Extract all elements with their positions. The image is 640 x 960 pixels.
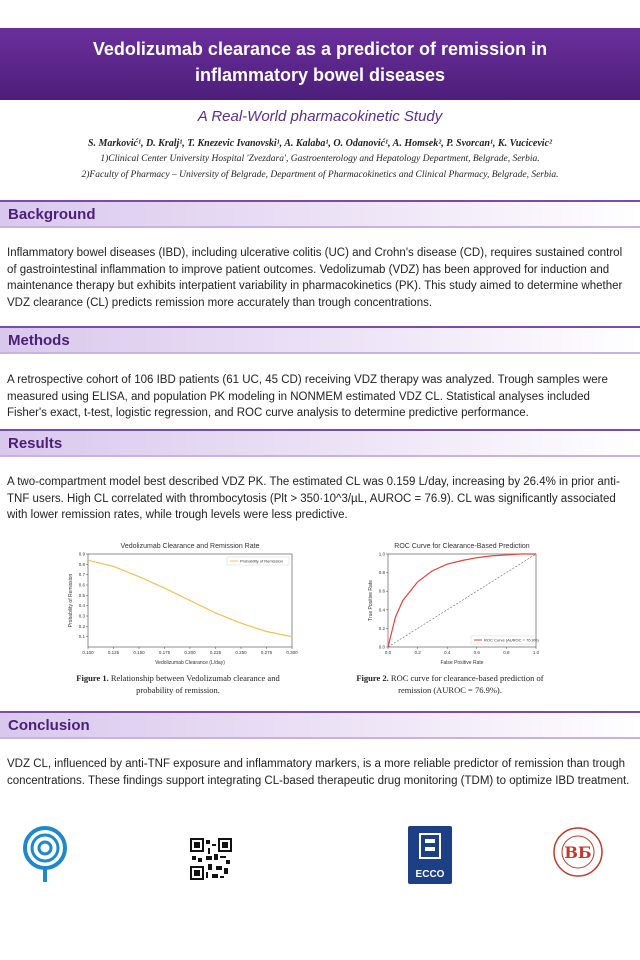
figure-2-text: ROC curve for clearance-based prediction of remission (AUROC = 76.9%). — [390, 673, 544, 695]
x-tick-label: 0.125 — [107, 650, 120, 655]
figure-1-caption — [58, 672, 298, 696]
x-tick-label: 0.225 — [209, 650, 222, 655]
affiliation-1: 1)Clinical Center University Hospital 'Zvezdara', Gastroenterology and Hepatology Department, Belgrade, Serbia. — [100, 154, 540, 164]
authors: S. Marković¹, D. Kralj¹, T. Knezevic Ivanovski¹, A. Kalaba¹, O. Odanović¹, A. Homsek², P. Svorcan¹, K. Vucicevic² — [87, 138, 553, 149]
chart-title: ROC Curve for Clearance-Based Prediction — [394, 543, 530, 550]
reference-diagonal — [388, 554, 536, 647]
y-tick-label: 0.8 — [78, 561, 85, 567]
figure-1-label: Figure 1. — [76, 673, 109, 683]
background-heading: Background — [8, 205, 96, 223]
chart-title: Vedolizumab Clearance and Remission Rate — [120, 543, 260, 550]
conclusion-heading: Conclusion — [8, 716, 90, 734]
results-text: A two-compartment model best described VDZ PK. The estimated CL was 0.159 L/day, increasing by 26.4% in prior anti-TNF users. High CL correlated with thrombocytosis (Plt > 350·10^3/µL, AUROC = 76.9). CL was significantly associated with lower remission rates, while trough levels were less predictive. — [7, 476, 620, 521]
conclusion-header — [0, 711, 640, 739]
y-tick-label: 0.0 — [378, 644, 385, 650]
series-line-0 — [88, 560, 292, 636]
roc-chart — [362, 540, 542, 665]
seal-logo — [552, 826, 604, 883]
figure-2-label: Figure 2. — [356, 673, 389, 683]
x-tick-label: 0.150 — [133, 650, 145, 655]
ecco-logo — [408, 826, 452, 884]
legend-label: ROC Curve (AUROC = 76.9%) — [484, 637, 539, 643]
y-tick-label: 0.9 — [78, 551, 85, 557]
x-tick-label: 0.275 — [260, 650, 273, 655]
y-tick-label: 0.4 — [378, 607, 385, 613]
conclusion-text: VDZ CL, influenced by anti-TNF exposure and inflammatory markers, is a more reliable predictor of remission than trough concentrations. These findings support integrating CL-based therapeutic drug monitoring (TDM) to optimize IBD treatment. — [7, 758, 630, 787]
figure-1 — [58, 540, 298, 665]
y-tick-label: 0.8 — [378, 570, 385, 576]
x-tick-label: 0.200 — [184, 650, 196, 655]
figure-1-text: Relationship between Vedolizumab clearance and probability of remission. — [110, 673, 280, 695]
methods-text: A retrospective cohort of 106 IBD patients (61 UC, 45 CD) receiving VDZ therapy was analyzed. Trough samples were measured using ELISA, and population PK modeling in NONMEM estimated VDZ CL. Statistical analyses included Fisher's exact, t-test, logistic regression, and ROC curve analysis to determine predictive performance. — [7, 374, 608, 419]
methods-header — [0, 326, 640, 354]
y-tick-label: 0.6 — [78, 582, 85, 588]
svg-text:ВБ: ВБ — [564, 843, 592, 862]
x-tick-label: 0.6 — [473, 650, 480, 655]
poster-title — [0, 36, 640, 88]
results-heading: Results — [8, 434, 63, 452]
figure-2-caption — [340, 672, 560, 696]
background-text: Inflammatory bowel diseases (IBD), including ulcerative colitis (UC) and Crohn's disease (CD), requires sustained control of gastrointestinal inflammation to improve patient outcomes. Vedolizumab (VDZ) has been approved for induction and maintenance therapy but exhibits interpatient variability in pharmacokinetics (PK). This study aimed to determine whether VDZ clearance (CL) predicts remission more accurately than trough concentrations. — [7, 247, 623, 309]
clearance-remission-chart — [58, 540, 298, 665]
x-tick-label: 0.250 — [235, 650, 247, 655]
x-tick-label: 0.100 — [82, 650, 94, 655]
x-tick-label: 1.0 — [532, 650, 540, 655]
y-tick-label: 1.0 — [378, 551, 385, 557]
figure-2 — [362, 540, 542, 665]
y-tick-label: 0.7 — [78, 572, 85, 578]
x-tick-label: 0.175 — [158, 650, 171, 655]
y-tick-label: 0.3 — [78, 613, 85, 619]
results-header — [0, 429, 640, 457]
y-tick-label: 0.6 — [378, 588, 385, 594]
y-tick-label: 0.4 — [78, 603, 85, 609]
ecco-text: ECCO — [415, 869, 445, 880]
y-axis-label: True Positive Rate — [368, 580, 374, 621]
qr-code — [190, 838, 232, 885]
y-axis-label: Probability of Remission — [68, 573, 74, 628]
title-line-1: Vedolizumab clearance as a predictor of remission in — [92, 39, 548, 59]
x-tick-label: 0.4 — [444, 650, 451, 655]
y-tick-label: 0.2 — [78, 623, 85, 629]
subtitle: A Real-World pharmacokinetic Study — [197, 108, 443, 125]
methods-heading: Methods — [8, 331, 70, 349]
x-tick-label: 0.0 — [384, 650, 392, 655]
title-line-2: inflammatory bowel diseases — [194, 65, 446, 85]
x-tick-label: 0.8 — [503, 650, 510, 655]
y-tick-label: 0.1 — [78, 634, 85, 640]
affiliation-2: 2)Faculty of Pharmacy – University of Belgrade, Department of Pharmacokinetics and Clinical Pharmacy, Belgrade, Serbia. — [81, 170, 559, 180]
y-tick-label: 0.2 — [378, 625, 385, 631]
legend-label: Probability of Remission — [240, 558, 283, 564]
spiral-logo — [22, 826, 68, 889]
title-band — [0, 28, 640, 100]
x-axis-label: Vedolizumab Clearance (L/day) — [155, 660, 225, 665]
background-header — [0, 200, 640, 228]
x-tick-label: 0.300 — [286, 650, 298, 655]
x-axis-label: False Positive Rate — [440, 660, 484, 665]
x-tick-label: 0.2 — [414, 650, 421, 655]
y-tick-label: 0.5 — [78, 592, 85, 598]
